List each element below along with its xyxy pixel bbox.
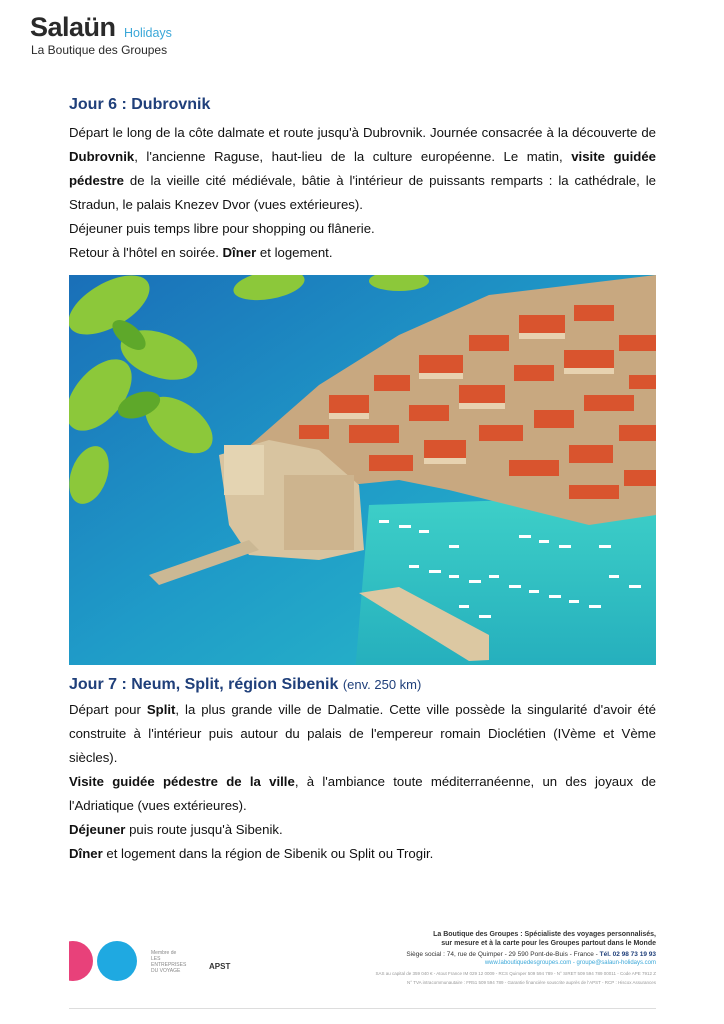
footer-phone: Tél. 02 98 73 19 93 — [599, 951, 656, 958]
apst-logo: APST — [209, 962, 231, 971]
brand-dots-logo — [69, 940, 139, 982]
day7-paragraph-1: Départ pour Split, la plus grande ville de Dalmatie. Cette ville possède la singularité d'avoir été construite à l'intérieur puis autour du palais de l'empereur romain Dioclétien (IVème et Vème siècles). — [69, 702, 656, 765]
footer-address: Siège social : 74, rue de Quimper - 29 590 Pont-de-Buis - France - Tél. 02 98 73 19 93 — [406, 951, 656, 958]
day7-paragraph-2: Visite guidée pédestre de la ville, à l'ambiance toute méditerranéenne, un des joyaux de l'Adriatique (vues extérieures). — [69, 774, 656, 813]
footer-legal-2: N° TVA intracommunautaire : FR51 509 594 789 - Garantie financière souscrite auprès de l'APST - RCP : Hiscox Assurances — [407, 980, 656, 985]
member-label: Membre de LES ENTREPRISES DU VOYAGE — [151, 950, 187, 974]
day6-paragraph-1: Départ le long de la côte dalmate et route jusqu'à Dubrovnik. Journée consacrée à la découverte de Dubrovnik, l'ancienne Raguse, haut-lieu de la culture européenne. Le matin, visite guidée pédestre de la vieille cité médiévale, bâtie à l'intérieur de puissants remparts : la cathédrale, le Stradun, le palais Knezev Dvor (vues extérieures). — [69, 125, 656, 212]
footer-tagline-1: La Boutique des Groupes : Spécialiste des voyages personnalisés, — [433, 931, 656, 938]
day6-section — [69, 96, 656, 265]
day6-paragraph-3: Retour à l'hôtel en soirée. Dîner et logement. — [69, 245, 333, 260]
footer-divider — [69, 1008, 656, 1009]
footer-legal-1: SAS au capital de 359 040 € - Atout France IM 029 12 0009 - RCS Quimper 509 594 789 - N° SIRET 509 594 789 00011 - Code APE 7912 Z — [375, 971, 656, 976]
footer-web-link[interactable]: www.laboutiquedesgroupes.com - groupe@salaun-holidays.com — [484, 960, 656, 966]
dubrovnik-photo — [69, 275, 656, 665]
membership-logos — [151, 950, 251, 980]
logo-tagline: La Boutique des Groupes — [31, 43, 168, 57]
day6-title: Jour 6 : Dubrovnik — [69, 96, 211, 113]
page-footer — [69, 930, 656, 1010]
day7-paragraph-4: Dîner et logement dans la région de Sibenik ou Split ou Trogir. — [69, 846, 434, 861]
footer-company-info — [326, 930, 656, 986]
logo-brand: Salaün — [30, 12, 116, 42]
day6-paragraph-2: Déjeuner puis temps libre pour shopping ou flânerie. — [69, 221, 375, 236]
footer-tagline-2: sur mesure et à la carte pour les Groupes partout dans le Monde — [441, 940, 656, 947]
logo-brand-suffix: Holidays — [124, 26, 172, 40]
day7-distance-note: (env. 250 km) — [342, 677, 422, 692]
day7-title: Jour 7 : Neum, Split, région Sibenik (env. 250 km) — [69, 676, 422, 693]
company-logo — [30, 12, 210, 60]
day7-section — [69, 676, 656, 866]
day7-paragraph-3: Déjeuner puis route jusqu'à Sibenik. — [69, 822, 283, 837]
